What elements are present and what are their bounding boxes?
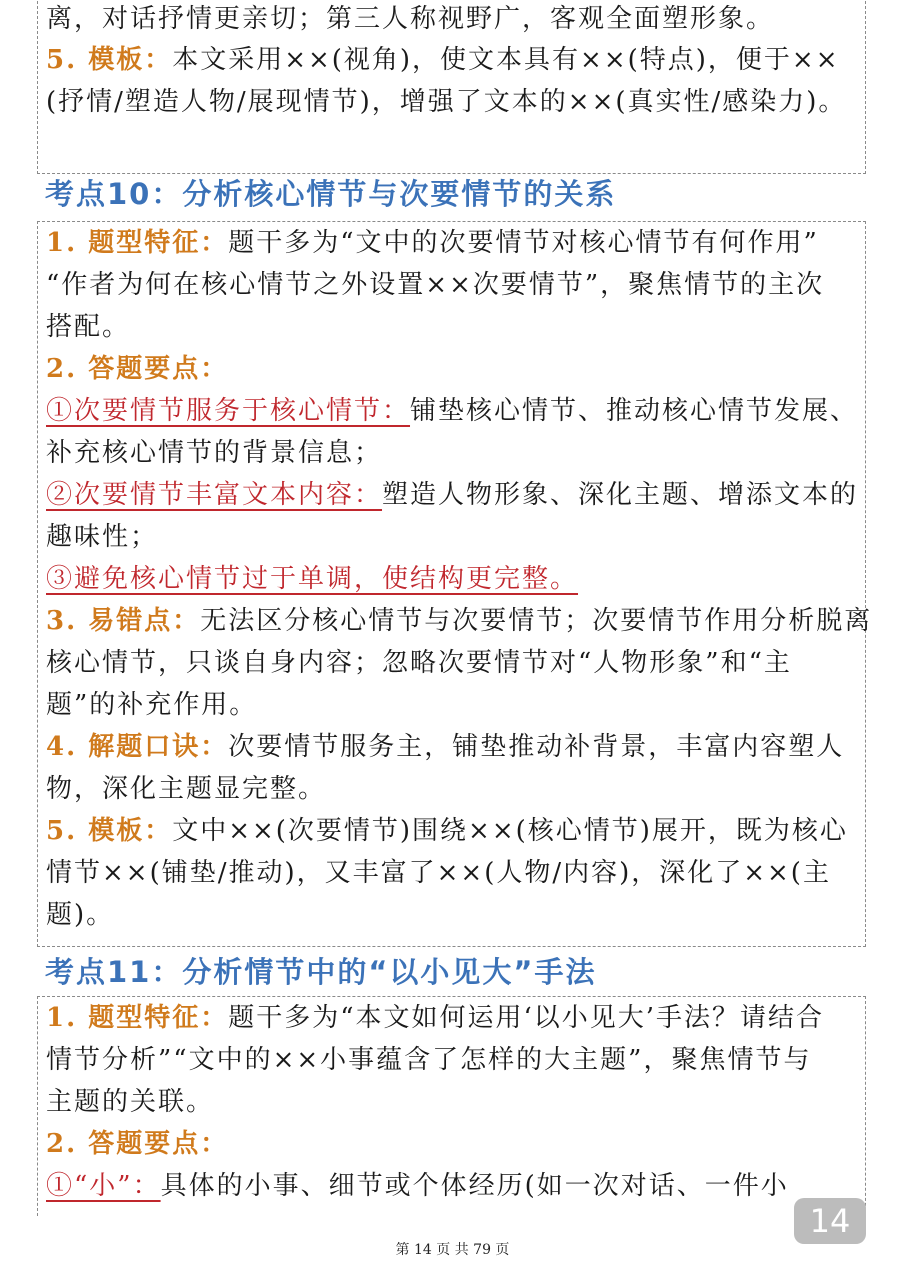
text-line: 题)。 — [46, 900, 115, 930]
section11-box — [37, 996, 866, 1216]
text-line: 补充核心情节的背景信息； — [46, 438, 383, 468]
answer-points-label: 2. 答题要点： — [46, 1129, 229, 1159]
text-line: 题”的补充作用。 — [46, 690, 258, 720]
template-label: 5. 模板： — [46, 45, 173, 75]
tips-line — [46, 726, 872, 768]
point-1-key: ①次要情节服务于核心情节： — [46, 396, 411, 426]
tips-label: 4. 解题口诀： — [46, 732, 229, 762]
section10-heading: 考点10：分析核心情节与次要情节的关系 — [45, 177, 617, 211]
question-type-label: 1. 题型特征： — [46, 228, 229, 258]
error-points-line — [46, 600, 872, 642]
question-type-line — [46, 222, 872, 264]
question-type-label: 1. 题型特征： — [46, 1003, 229, 1033]
text-line: 物，深化主题显完整。 — [46, 774, 327, 804]
template-text: 本文采用××(视角)，使文本具有××(特点)，便于×× — [172, 45, 840, 75]
section11-heading: 考点11：分析情节中的“以小见大”手法 — [45, 955, 597, 989]
text-line: 主题的关联。 — [46, 1087, 215, 1117]
text-line: 情节分析”“文中的××小事蕴含了怎样的大主题”，聚焦情节与 — [46, 1045, 812, 1075]
text-line: 题干多为“本文如何运用‘以小见大’手法？请结合 — [228, 1003, 825, 1033]
text-line: 搭配。 — [46, 312, 131, 342]
text-line: 情节××(铺垫/推动)，又丰富了××(人物/内容)，深化了××(主 — [46, 858, 831, 888]
answer-points-label: 2. 答题要点： — [46, 354, 229, 384]
text-line: 无法区分核心情节与次要情节；次要情节作用分析脱离 — [200, 606, 873, 636]
page-footer: 第 14 页 共 79 页 — [395, 1242, 510, 1258]
point-1 — [46, 1165, 824, 1207]
error-points-label: 3. 易错点： — [46, 606, 201, 636]
text-line: 离，对话抒情更亲切；第三人称视野广，客观全面塑形象。 — [46, 4, 775, 34]
text-line: 核心情节，只谈自身内容；忽略次要情节对“人物形象”和“主 — [46, 648, 792, 678]
point-2-key: ②次要情节丰富文本内容： — [46, 480, 383, 510]
template-line — [46, 810, 872, 852]
text-line: 文中××(次要情节)围绕××(核心情节)展开，既为核心 — [172, 816, 848, 846]
point-1 — [46, 390, 872, 432]
text-line: 塑造人物形象、深化主题、增添文本的 — [382, 480, 859, 510]
text-line: “作者为何在核心情节之外设置××次要情节”，聚焦情节的主次 — [46, 270, 825, 300]
point-1-key: ①“小”： — [46, 1171, 161, 1201]
template-label: 5. 模板： — [46, 816, 173, 846]
point-2 — [46, 474, 872, 516]
text-line: 具体的小事、细节或个体经历(如一次对话、一件小 — [160, 1171, 789, 1201]
point-3-key: ③避免核心情节过于单调，使结构更完整。 — [46, 564, 579, 594]
text-line: (抒情/塑造人物/展现情节)，增强了文本的××(真实性/感染力)。 — [46, 87, 847, 117]
text-line: 次要情节服务主，铺垫推动补背景，丰富内容塑人 — [228, 732, 845, 762]
text-line: 题干多为“文中的次要情节对核心情节有何作用” — [228, 228, 819, 258]
section9-continuation-box — [37, 0, 866, 174]
text-line: 趣味性； — [46, 522, 159, 552]
point-3 — [46, 558, 872, 600]
page-number-badge: 14 — [794, 1198, 866, 1244]
section10-box — [37, 221, 873, 947]
question-type-line — [46, 997, 824, 1039]
text-line: 铺垫核心情节、推动核心情节发展、 — [410, 396, 859, 426]
template-line — [46, 39, 846, 81]
